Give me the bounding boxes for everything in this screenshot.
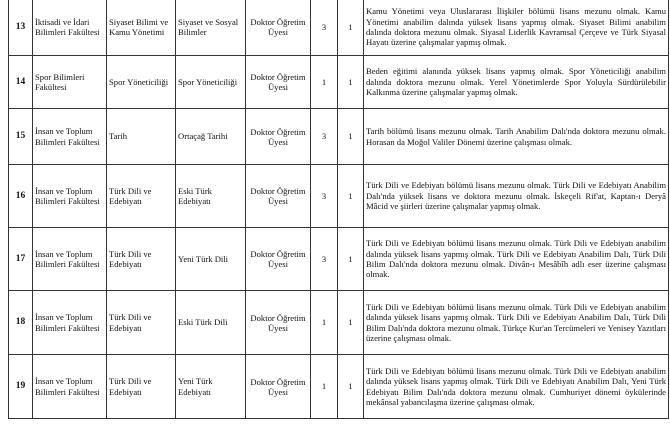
degree-cell: 1 [311,291,338,355]
degree-cell: 3 [311,228,338,291]
faculty-cell: İnsan ve Toplum Bilimleri Fakültesi [33,109,107,165]
faculty-cell: İnsan ve Toplum Bilimleri Fakültesi [33,228,107,291]
department-cell: Türk Dili ve Edebiyatı [107,291,176,355]
program-cell: Eski Türk Dili [176,291,246,355]
requirement-cell: Kamu Yönetimi veya Uluslararası İlişkiler bölümü lisans mezunu olmak. Kamu Yönetimi anabilim dalında yüksek lisans yapmış olmak. Siyaset Bilimi anabilim dalında doktora mezunu olmak. Siyasal Liderlik Kavramsal Çerçeve ve Türk Siyasal Hayatı üzerine çalışmalar yapmış olmak. [364,0,669,56]
table-body [9,0,669,419]
department-cell: Siyaset Bilimi ve Kamu Yönetimi [107,0,176,56]
title-cell: Doktor Öğretim Üyesi [246,291,311,355]
count-cell: 1 [338,0,364,56]
count-cell: 1 [338,291,364,355]
degree-cell: 1 [311,56,338,109]
program-cell: Yeni Türk Edebiyatı [176,355,246,419]
requirement-cell: Beden eğitimi alanında yüksek lisans yapmış olmak. Spor Yöneticiliği anabilim dalında doktora mezunu olmak. Yerel Yönetimlerde Spor Yoluyla Sürdürülebilir Kalkınma üzerine çalışmalar yapmış olmak. [364,56,669,109]
title-cell: Doktor Öğretim Üyesi [246,56,311,109]
title-cell: Doktor Öğretim Üyesi [246,228,311,291]
requirement-cell: Türk Dili ve Edebiyatı bölümü lisans mezunu olmak. Türk Dili ve Edebiyatı anabilim dalında yüksek lisans yapmış olmak. Türk Dili ve Edebiyatı Anabilim Dalı, Türk Dili Bilim Dalı'nda doktora mezunu olmak. Türkçe Kur'an Tercümeleri ve Yenisey Yazıtları üzerine çalışması olmak. [364,291,669,355]
count-cell: 1 [338,109,364,165]
table-row [9,165,669,228]
count-cell: 1 [338,228,364,291]
requirement-cell: Türk Dili ve Edebiyatı bölümü lisans mezunu olmak. Türk Dili ve Edebiyatı Anabilim Dalı'nda yüksek lisans ve doktora mezunu olmak. İskeçeli Rif'at, Kaptan-ı Deryâ Mâcid ve şiirleri üzerine çalışmalar yapmış olmak. [364,165,669,228]
department-cell: Türk Dili ve Edebiyatı [107,165,176,228]
department-cell: Tarih [107,109,176,165]
degree-cell: 3 [311,165,338,228]
table-row [9,0,669,56]
table-row [9,291,669,355]
degree-cell: 1 [311,355,338,419]
position-table [8,0,669,419]
table-row [9,228,669,291]
faculty-cell: Spor Bilimleri Fakültesi [33,56,107,109]
row-number: 15 [9,109,33,165]
title-cell: Doktor Öğretim Üyesi [246,165,311,228]
table-row [9,355,669,419]
program-cell: Eski Türk Edebiyatı [176,165,246,228]
requirement-cell: Türk Dili ve Edebiyatı bölümü lisans mezunu olmak. Türk Dili ve Edebiyatı anabilim dalında yüksek lisans yapmış olmak. Türk Dili ve Edebiyatı Anabilim Dalı, Türk Dili Bilim Dalı'nda doktora mezunu olmak. Divân-ı Mesâbîh adlı eser üzerine çalışması olmak. [364,228,669,291]
faculty-cell: İnsan ve Toplum Bilimleri Fakültesi [33,165,107,228]
degree-cell: 3 [311,0,338,56]
row-number: 14 [9,56,33,109]
row-number: 19 [9,355,33,419]
department-cell: Türk Dili ve Edebiyatı [107,355,176,419]
table-row [9,56,669,109]
table-row [9,109,669,165]
count-cell: 1 [338,355,364,419]
row-number: 17 [9,228,33,291]
row-number: 13 [9,0,33,56]
title-cell: Doktor Öğretim Üyesi [246,109,311,165]
count-cell: 1 [338,165,364,228]
row-number: 18 [9,291,33,355]
count-cell: 1 [338,56,364,109]
program-cell: Siyaset ve Sosyal Bilimler [176,0,246,56]
degree-cell: 3 [311,109,338,165]
requirement-cell: Tarih bölümü lisans mezunu olmak. Tarih Anabilim Dalı'nda doktora mezunu olmak. Horasan da Moğol Valiler Dönemi üzerine çalışması olmak. [364,109,669,165]
title-cell: Doktor Öğretim Üyesi [246,355,311,419]
title-cell: Doktor Öğretim Üyesi [246,0,311,56]
requirement-cell: Türk Dili ve Edebiyatı bölümü lisans mezunu olmak. Türk Dili ve Edebiyatı anabilim dalında yüksek lisans yapmış olmak. Türk Dili ve Edebiyatı Anabilim Dalı, Yeni Türk Edebiyatı Bilim Dalı'nda doktora mezunu olmak. Cumhuriyet dönemi öykülerinde mekânsal yabancılaşma üzerine çalışması olmak. [364,355,669,419]
department-cell: Türk Dili ve Edebiyatı [107,228,176,291]
faculty-cell: İnsan ve Toplum Bilimleri Fakültesi [33,291,107,355]
faculty-cell: İktisadi ve İdari Bilimleri Fakültesi [33,0,107,56]
department-cell: Spor Yöneticiliği [107,56,176,109]
program-cell: Yeni Türk Dili [176,228,246,291]
program-cell: Spor Yöneticiliği [176,56,246,109]
program-cell: Ortaçağ Tarihi [176,109,246,165]
faculty-cell: İnsan ve Toplum Bilimleri Fakültesi [33,355,107,419]
row-number: 16 [9,165,33,228]
